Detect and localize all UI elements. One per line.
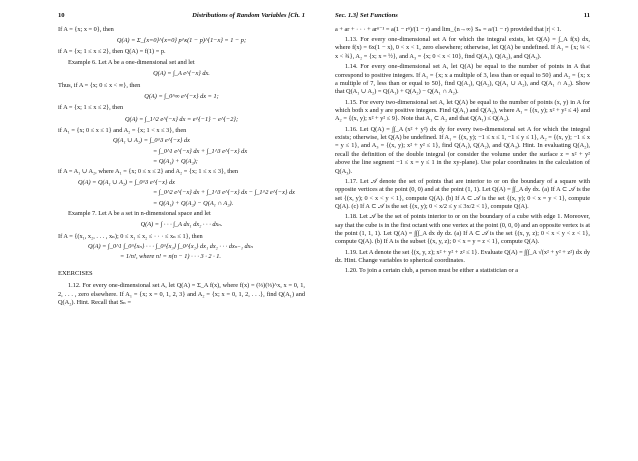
right-page <box>319 0 638 461</box>
equation: Q(A) = ∫_0^∞ e^{−x} dx = 1; <box>144 92 219 100</box>
equation: Q(A) = ∫ · · · ∫_A dx₁ dx₂ · · · dxₙ. <box>140 221 223 229</box>
exercise: 1.13. For every one-dimensional set A for which the integral exists, let Q(A) = ∫_A f(x) dx, where f(x) = 6x(1 − x), 0 < x < 1, zero elsewhere; otherwise, let Q(A) be undefined. If A₁ = {x; ¼ < x < ¾}, A₂ = {x; x = ½}, and A₃ = {x; 0 < x < 10}, find Q(A₁), Q(A₂), and Q(A₃). <box>335 36 590 60</box>
text-line: If A = {x; x = 0}, then <box>58 25 114 33</box>
page-header-right <box>335 12 590 21</box>
exercise-continuation: a + ar + · · · + arⁿ⁻¹ = a(1 − rⁿ)/(1 − r) and lim_{n→∞} Sₙ = a/(1 − r) provided that |r| < 1. <box>335 25 562 33</box>
exercise: 1.15. For every two-dimensional set A, let Q(A) be equal to the number of points (x, y) in A for which both x and y are positive integers. Find Q(A₁) and Q(A₂), where A₁ = {(x, y); x² + y² ≤ 4} and A₂ = {(x, y); x² + y² ≤ 9}. Note that A₁ ⊂ A₂ and that Q(A₁) ≤ Q(A₂). <box>335 98 590 123</box>
equation: Q(A) = ∫_1^2 e^{−x} dx = e^{−1} − e^{−2}; <box>124 115 239 123</box>
exercises-heading: EXERCISES <box>58 269 93 277</box>
equation: Q(A) = Σ_{x=0}^{x=0} p^x(1 − p)^{1−x} = 1 − p; <box>116 37 247 45</box>
page-number: 11 <box>583 12 590 19</box>
exercise: 1.17. Let 𝒜 denote the set of points that are interior to or on the boundary of a square with opposite vertices at the point (0, 0) and at the point (1, 1). Let Q(A) = ∫∫_A dy dx. (a) If A ⊂ 𝒜 is the set {(x, y); 0 < x < y < 1}, compute Q(A). (b) If A ⊂ 𝒜 is the set {(x, y); 0 < x = y < 1}, compute Q(A). (c) If A ⊂ 𝒜 is the set {(x, y); 0 < x/2 ≤ y ≤ 3x/2 < 1}, compute Q(A). <box>335 177 590 210</box>
text-line: if A = A₁ ∪ A₂, where A₁ = {x; 0 ≤ x ≤ 2} and A₂ = {x; 1 ≤ x ≤ 3}, then <box>58 168 239 176</box>
equation: = Q(A₁) + Q(A₂); <box>153 158 198 166</box>
text-line: if A₁ = {x; 0 ≤ x ≤ 1} and A₂ = {x; 1 < x ≤ 3}, then <box>58 127 187 134</box>
equation: = ∫_0^2 e^{−x} dx + ∫_1^3 e^{−x} dx − ∫_1^2 e^{−x} dx <box>153 189 295 197</box>
text-line: Thus, if A = {x; 0 ≤ x < ∞}, then <box>58 81 141 89</box>
text-line: if A = {x; 1 ≤ x ≤ 2}, then Q(A) = f(1) = p. <box>58 48 166 56</box>
text-line: if A = {x; 1 ≤ x ≤ 2}, then <box>58 104 124 112</box>
equation: = Q(A₁) + Q(A₂) − Q(A₁ ∩ A₂). <box>153 199 234 207</box>
example-heading: Example 7. Let A be a set in n-dimensional space and let <box>68 209 211 217</box>
equation: = ∫_0^1 e^{−x} dx + ∫_1^3 e^{−x} dx <box>153 147 248 155</box>
example-heading: Example 6. Let A be a one-dimensional set and let <box>68 58 195 66</box>
text-line: If A = {(x₁, x₂, . . . , xₙ); 0 ≤ x₁ ≤ x₂ ≤ · · · ≤ xₙ ≤ 1}, then <box>58 232 203 240</box>
exercise: 1.18. Let 𝒜 be the set of points interior to or on the boundary of a cube with edge 1. Moreover, say that the cube is in the first octant with one vertex at the point (0, 0, 0) and an opposite vertex is at the point (1, 1, 1). Let Q(A) = ∫∫∫_A dx dy dz. (a) If A ⊂ 𝒜 is the set {(x, y, z); 0 < x < y < z < 1}, compute Q(A). (b) If A is the subset {(x, y, z); 0 < x = y = z < 1}, compute Q(A). <box>335 213 590 246</box>
running-title: Sec. 1.3] Set Functions <box>335 12 398 19</box>
equation: Q(A) = ∫_0^1 ∫_0^{xₙ} · · · ∫_0^{x₃} ∫_0^{x₂} dx₁ dx₂ · · · dxₙ₋₁ dxₙ <box>88 242 253 250</box>
page-number: 10 <box>58 12 65 19</box>
page-header-left <box>58 12 305 21</box>
exercise: 1.16. Let Q(A) = ∫∫_A (x² + y²) dx dy for every two-dimensional set A for which the integral exists; otherwise, let Q(A) be undefined. If A₁ = {(x, y); −1 ≤ x ≤ 1, −1 ≤ y ≤ 1}, A₂ = {(x, y); −1 ≤ x = y ≤ 1}, and A₃ = {(x, y); x² + y² ≤ 1}, find Q(A₁), Q(A₂), and Q(A₃). Hint. In evaluating Q(A₂), recall the definition of the double integral (or consider the volume under the surface z = x² + y² above the line segment −1 ≤ x = y ≤ 1 in the xy-plane). Use polar coordinates in the calculation of Q(A₃). <box>335 125 590 175</box>
equation: Q(A) = Q(A₁ ∪ A₂) = ∫_0^3 e^{−x} dx <box>78 178 175 186</box>
equation: Q(A) = ∫_A e^{−x} dx. <box>153 70 210 78</box>
equation: Q(A₁ ∪ A₂) = ∫_0^3 e^{−x} dx <box>113 137 190 145</box>
exercise: 1.20. To join a certain club, a person must be either a statistician or a <box>345 267 519 275</box>
exercise: 1.14. For every one-dimensional set A, let Q(A) be equal to the number of points in A that correspond to positive integers. If A₁ = {x; x a multiple of 3, less than or equal to 50} and A₂ = {x; x a multiple of 7, less than or equal to 50}, find Q(A₁), Q(A₂), Q(A₁ ∪ A₂), and Q(A₁ ∩ A₂). Show that Q(A₁ ∪ A₂) = Q(A₁) + Q(A₂) − Q(A₁ ∩ A₂). <box>335 63 590 96</box>
exercise: 1.12. For every one-dimensional set A, let Q(A) = Σ_A f(x), where f(x) = (⅔)(⅓)^x, x = 0, 1, 2, . . . , zero elsewhere. If A₁ = {x; x = 0, 1, 2, 3} and A₂ = {x; x = 0, 1, 2, . . .}, find Q(A₁) and Q(A₂). Hint. Recall that Sₙ = <box>58 282 305 307</box>
equation: = 1/n!, where n! = n(n − 1) · · · 3 · 2 · 1. <box>120 253 222 261</box>
running-title: Distributions of Random Variables [Ch. 1 <box>192 12 305 19</box>
exercise: 1.19. Let A denote the set {(x, y, z); x² + y² + z² ≤ 1}. Evaluate Q(A) = ∫∫∫_A √(x² + y² + z²) dx dy dz. Hint. Change variables to spherical coordinates. <box>335 248 590 265</box>
